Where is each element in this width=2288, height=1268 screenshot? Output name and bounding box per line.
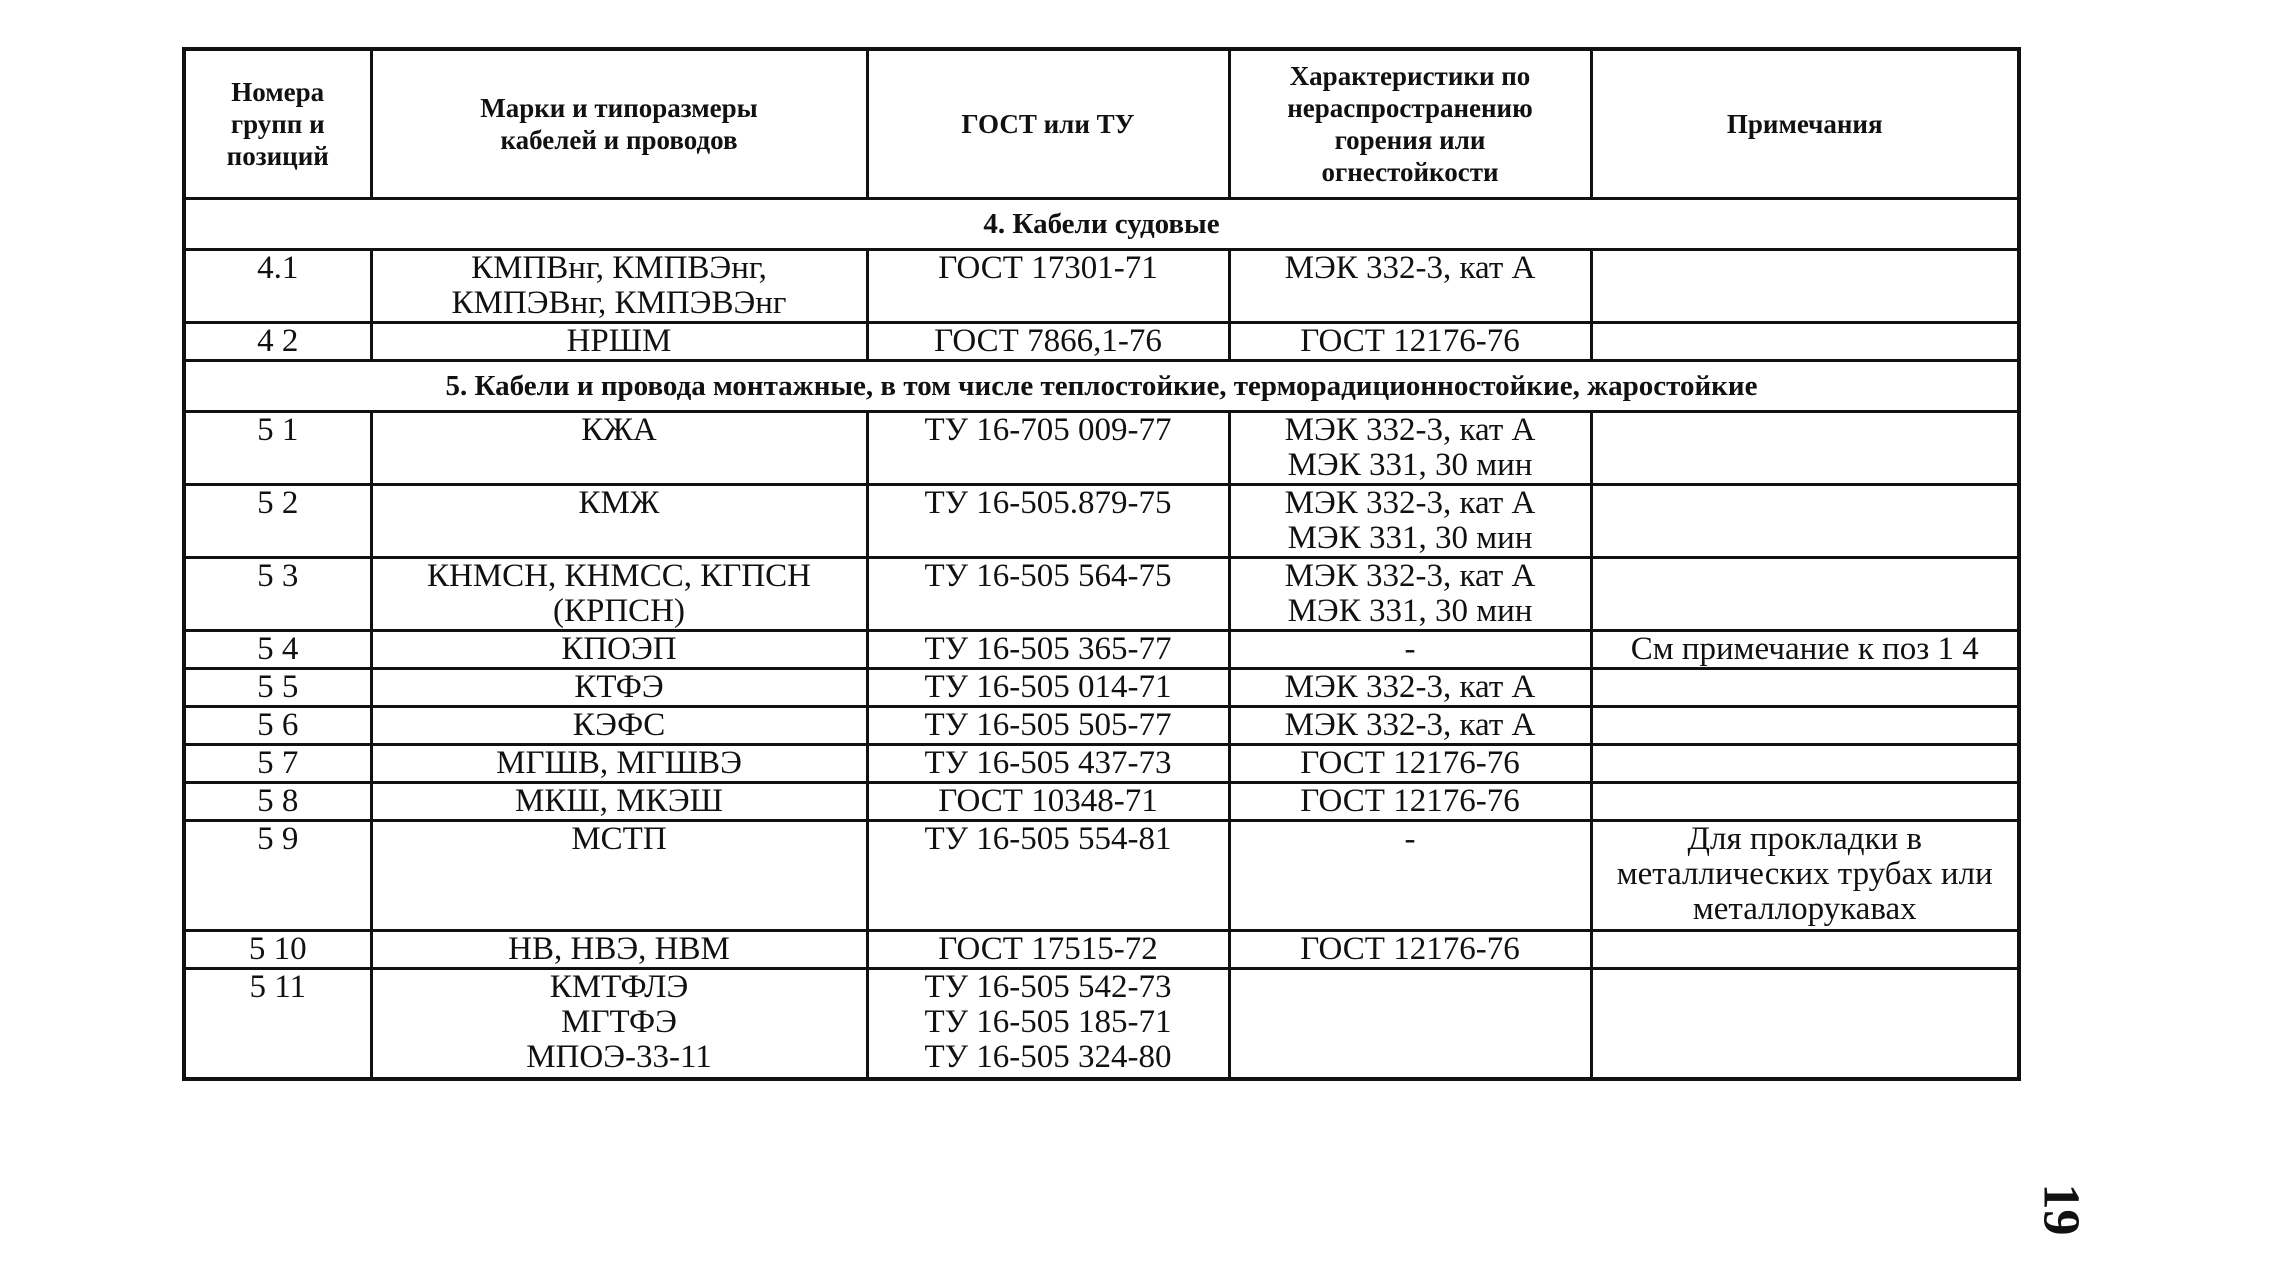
cell-line: групп и	[230, 109, 325, 139]
cell-line: КМЖ	[578, 485, 660, 521]
cell-fire-characteristic	[1229, 250, 1591, 323]
cell-position-number: 5 8	[184, 783, 371, 821]
cell-line: ТУ 16-705 009-77	[924, 412, 1172, 448]
cell-gost	[867, 485, 1229, 558]
cell-line: ТУ 16-505 324-80	[924, 1039, 1172, 1075]
cell-fire-characteristic	[1229, 412, 1591, 485]
cell-line: (КРПСН)	[552, 593, 686, 629]
header-row	[184, 49, 2019, 199]
cell-line: КМПЭВнг, КМПЭВЭнг	[451, 285, 787, 321]
cell-line: ГОСТ 17301-71	[938, 250, 1158, 286]
table-row	[184, 745, 2019, 783]
table-row	[184, 707, 2019, 745]
cell-line: ТУ 16-505 365-77	[924, 631, 1172, 667]
cell-line: металлических трубах или	[1616, 856, 1993, 892]
cell-line: ТУ 16-505 542-73	[924, 969, 1172, 1005]
cell-fire-characteristic	[1229, 783, 1591, 821]
cell-fire-characteristic	[1229, 631, 1591, 669]
table-row	[184, 669, 2019, 707]
cell-line: ТУ 16-505 437-73	[924, 745, 1172, 781]
cell-fire-characteristic	[1229, 969, 1591, 1079]
cell-line: ГОСТ 7866,1-76	[934, 323, 1162, 359]
cell-gost	[867, 323, 1229, 361]
cell-position-number: 5 7	[184, 745, 371, 783]
cell-note	[1591, 821, 2019, 931]
table-row	[184, 969, 2019, 1079]
cell-line: МПОЭ-33-11	[526, 1039, 712, 1075]
section-title: 5. Кабели и провода монтажные, в том числе теплостойкие, терморадиционностойкие, жаростойкие	[184, 361, 2019, 412]
cell-gost	[867, 931, 1229, 969]
cell-note	[1591, 783, 2019, 821]
header-brands	[371, 49, 867, 199]
cell-line: ГОСТ 12176-76	[1300, 323, 1520, 359]
cell-line: См примечание к поз 1 4	[1630, 631, 1979, 667]
cell-brand	[371, 250, 867, 323]
cell-gost	[867, 745, 1229, 783]
cell-fire-characteristic	[1229, 558, 1591, 631]
cell-position-number: 5 2	[184, 485, 371, 558]
cell-position-number: 5 9	[184, 821, 371, 931]
cell-line: ГОСТ 10348-71	[938, 783, 1158, 819]
cell-line: МЭК 332-3, кат А	[1284, 485, 1536, 521]
cell-line: НВ, НВЭ, НВМ	[508, 931, 730, 967]
cell-brand	[371, 669, 867, 707]
cell-note	[1591, 485, 2019, 558]
cell-line: Номера	[231, 77, 325, 107]
cell-line: МЭК 332-3, кат А	[1284, 707, 1536, 743]
cell-gost	[867, 669, 1229, 707]
cell-line: нераспространению	[1287, 93, 1533, 123]
cell-brand	[371, 931, 867, 969]
cell-line: МЭК 331, 30 мин	[1287, 593, 1533, 629]
cell-position-number: 4.1	[184, 250, 371, 323]
cell-line: КЖА	[581, 412, 657, 448]
table-row	[184, 821, 2019, 931]
cell-brand	[371, 745, 867, 783]
cell-line: Характеристики по	[1289, 61, 1531, 91]
cell-line: НРШМ	[566, 323, 672, 359]
header-fire-characteristics	[1229, 49, 1591, 199]
page-number: 19	[2032, 1183, 2090, 1236]
cell-line: -	[1404, 631, 1416, 667]
cell-position-number: 5 5	[184, 669, 371, 707]
cell-line: горения или	[1334, 125, 1486, 155]
cell-gost	[867, 412, 1229, 485]
cell-brand	[371, 969, 867, 1079]
table-row	[184, 558, 2019, 631]
cell-fire-characteristic	[1229, 707, 1591, 745]
cell-gost	[867, 783, 1229, 821]
cell-line: кабелей и проводов	[500, 125, 738, 155]
cell-note	[1591, 669, 2019, 707]
section-row	[184, 199, 2019, 250]
cell-brand	[371, 631, 867, 669]
cell-brand	[371, 821, 867, 931]
cell-fire-characteristic	[1229, 323, 1591, 361]
cell-line: МГТФЭ	[561, 1004, 677, 1040]
cell-line: МЭК 332-3, кат А	[1284, 669, 1536, 705]
table-body	[184, 199, 2019, 1079]
cell-line: Марки и типоразмеры	[480, 93, 758, 123]
cell-line: ГОСТ 17515-72	[938, 931, 1158, 967]
cell-line: КПОЭП	[561, 631, 677, 667]
cell-line: КМПВнг, КМПВЭнг,	[471, 250, 767, 286]
cell-position-number: 5 6	[184, 707, 371, 745]
cell-line: огнестойкости	[1321, 157, 1499, 187]
cell-line: МСТП	[571, 821, 667, 857]
cell-line: МЭК 331, 30 мин	[1287, 447, 1533, 483]
cell-brand	[371, 707, 867, 745]
cell-line: МКШ, МКЭШ	[515, 783, 723, 819]
header-group-numbers	[184, 49, 371, 199]
cell-line: ГОСТ или ТУ	[961, 109, 1135, 139]
cell-position-number: 4 2	[184, 323, 371, 361]
cell-brand	[371, 783, 867, 821]
table-row	[184, 783, 2019, 821]
cell-line: Для прокладки в	[1687, 821, 1923, 857]
cell-line: КТФЭ	[574, 669, 664, 705]
cell-brand	[371, 412, 867, 485]
table-row	[184, 631, 2019, 669]
cell-line: ГОСТ 12176-76	[1300, 783, 1520, 819]
cell-line: ТУ 16-505.879-75	[924, 485, 1172, 521]
cell-gost	[867, 631, 1229, 669]
cell-line: МЭК 331, 30 мин	[1287, 520, 1533, 556]
cell-gost	[867, 821, 1229, 931]
cell-note	[1591, 631, 2019, 669]
cell-note	[1591, 931, 2019, 969]
cell-line: Примечания	[1726, 109, 1883, 139]
cell-brand	[371, 558, 867, 631]
cell-line: МЭК 332-3, кат А	[1284, 412, 1536, 448]
header-gost	[867, 49, 1229, 199]
cell-fire-characteristic	[1229, 669, 1591, 707]
cell-line: металлорукавах	[1692, 891, 1917, 927]
cell-line: КЭФС	[572, 707, 666, 743]
cell-note	[1591, 412, 2019, 485]
section-row	[184, 361, 2019, 412]
cell-gost	[867, 558, 1229, 631]
cell-position-number: 5 11	[184, 969, 371, 1079]
cell-line: ТУ 16-505 564-75	[924, 558, 1172, 594]
cell-position-number: 5 4	[184, 631, 371, 669]
cell-line: МЭК 332-3, кат А	[1284, 250, 1536, 286]
table-row	[184, 485, 2019, 558]
table-row	[184, 250, 2019, 323]
cell-gost	[867, 969, 1229, 1079]
cell-line: ТУ 16-505 014-71	[924, 669, 1172, 705]
cell-position-number: 5 10	[184, 931, 371, 969]
cell-brand	[371, 485, 867, 558]
cell-line: ГОСТ 12176-76	[1300, 931, 1520, 967]
cell-fire-characteristic	[1229, 931, 1591, 969]
table-row	[184, 412, 2019, 485]
cell-line: ГОСТ 12176-76	[1300, 745, 1520, 781]
header-notes	[1591, 49, 2019, 199]
cell-line: КНМСН, КНМСС, КГПСН	[427, 558, 811, 594]
section-title: 4. Кабели судовые	[184, 199, 2019, 250]
cell-position-number: 5 1	[184, 412, 371, 485]
cell-fire-characteristic	[1229, 485, 1591, 558]
cell-line: МЭК 332-3, кат А	[1284, 558, 1536, 594]
cell-note	[1591, 707, 2019, 745]
cable-table	[182, 47, 2021, 1081]
cell-fire-characteristic	[1229, 745, 1591, 783]
cell-line: КМТФЛЭ	[549, 969, 689, 1005]
cell-note	[1591, 745, 2019, 783]
cell-brand	[371, 323, 867, 361]
cell-gost	[867, 707, 1229, 745]
cell-line: ТУ 16-505 554-81	[924, 821, 1172, 857]
cell-line: позиций	[226, 141, 329, 171]
cell-note	[1591, 250, 2019, 323]
cell-line: ТУ 16-505 185-71	[924, 1004, 1172, 1040]
cell-line: -	[1404, 821, 1416, 857]
cell-line: МГШВ, МГШВЭ	[496, 745, 742, 781]
table-row	[184, 323, 2019, 361]
cell-position-number: 5 3	[184, 558, 371, 631]
cell-note	[1591, 969, 2019, 1079]
cell-note	[1591, 323, 2019, 361]
table-row	[184, 931, 2019, 969]
cell-fire-characteristic	[1229, 821, 1591, 931]
cell-gost	[867, 250, 1229, 323]
cell-note	[1591, 558, 2019, 631]
cell-line: ТУ 16-505 505-77	[924, 707, 1172, 743]
